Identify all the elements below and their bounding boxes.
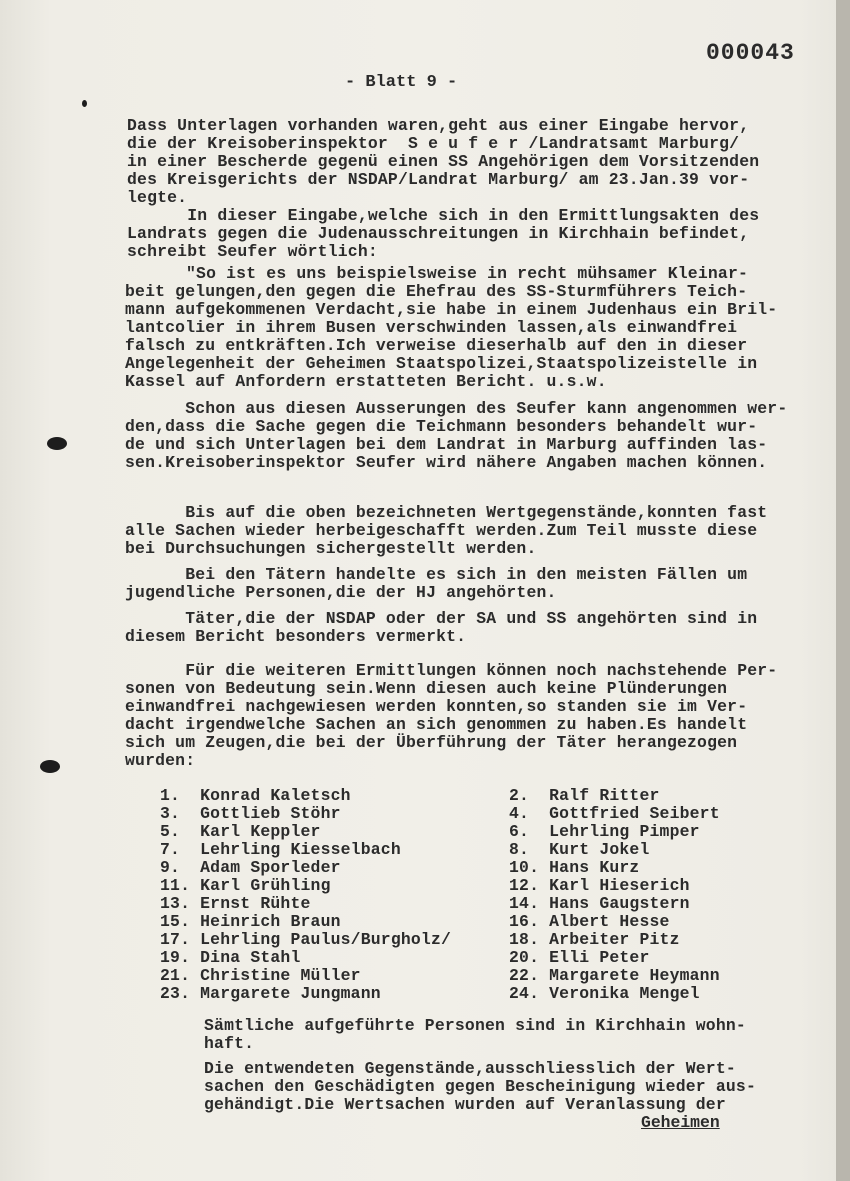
person-entry: 8. Kurt Jokel xyxy=(509,840,650,859)
document-number: 000043 xyxy=(706,40,795,66)
person-entry: 15. Heinrich Braun xyxy=(160,912,341,931)
text-line: Bei den Tätern handelte es sich in den meisten Fällen um xyxy=(125,565,748,584)
person-entry: 10. Hans Kurz xyxy=(509,858,640,877)
text-line: alle Sachen wieder herbeigeschafft werden.Zum Teil musste diese xyxy=(125,521,758,540)
text-line: dacht irgendwelche Sachen an sich genommen zu haben.Es handelt xyxy=(125,715,748,734)
text-line: einwandfrei nachgewiesen werden konnten,so standen sie im Ver- xyxy=(125,697,748,716)
person-entry: 16. Albert Hesse xyxy=(509,912,670,931)
text-line: diesem Bericht besonders vermerkt. xyxy=(125,627,467,646)
catchword-next-page: Geheimen xyxy=(641,1113,720,1132)
text-line: Schon aus diesen Ausserungen des Seufer kann angenommen wer- xyxy=(125,399,788,418)
person-entry: 5. Karl Keppler xyxy=(160,822,321,841)
text-line: Für die weiteren Ermittlungen können noch nachstehende Per- xyxy=(125,661,778,680)
text-line: de und sich Unterlagen bei dem Landrat in Marburg auffinden las- xyxy=(125,435,768,454)
person-entry: 17. Lehrling Paulus/Burgholz/ xyxy=(160,930,452,949)
page-label: - Blatt 9 - xyxy=(345,73,458,92)
text-line: bei Durchsuchungen sichergestellt werden. xyxy=(125,539,537,558)
text-line: Die entwendeten Gegenstände,ausschliesslich der Wert- xyxy=(204,1059,736,1078)
text-line: gehändigt.Die Wertsachen wurden auf Veranlassung der xyxy=(204,1095,726,1114)
punch-mark-top xyxy=(82,100,87,107)
text-line: In dieser Eingabe,welche sich in den Ermittlungsakten des xyxy=(127,206,760,225)
text-line: den,dass die Sache gegen die Teichmann besonders behandelt wur- xyxy=(125,417,758,436)
quote-line: Angelegenheit der Geheimen Staatspolizei,Staatspolizeistelle in xyxy=(125,354,758,373)
quote-line: Kassel auf Anfordern erstatteten Bericht. u.s.w. xyxy=(125,372,607,391)
text-line: jugendliche Personen,die der HJ angehörten. xyxy=(125,583,557,602)
text-line: Dass Unterlagen vorhanden waren,geht aus einer Eingabe hervor, xyxy=(127,116,750,135)
quote-line: "So ist es uns beispielsweise in recht mühsamer Kleinar- xyxy=(186,264,749,283)
person-entry: 6. Lehrling Pimper xyxy=(509,822,700,841)
quote-line: falsch zu entkräften.Ich verweise dieserhalb auf den in dieser xyxy=(125,336,748,355)
text-line: in einer Bescherde gegenü einen SS Angehörigen dem Vorsitzenden xyxy=(127,152,760,171)
text-line: Landrats gegen die Judenausschreitungen in Kirchhain befindet, xyxy=(127,224,750,243)
text-line: Bis auf die oben bezeichneten Wertgegenstände,konnten fast xyxy=(125,503,768,522)
person-entry: 12. Karl Hieserich xyxy=(509,876,690,895)
text-line: sachen den Geschädigten gegen Bescheinigung wieder aus- xyxy=(204,1077,756,1096)
punch-mark-lower xyxy=(40,760,60,773)
text-line: legte. xyxy=(127,188,188,207)
text-line: wurden: xyxy=(125,751,196,770)
text-line: schreibt Seufer wörtlich: xyxy=(127,242,378,261)
person-entry: 13. Ernst Rühte xyxy=(160,894,311,913)
text-line: des Kreisgerichts der NSDAP/Landrat Marburg/ am 23.Jan.39 vor- xyxy=(127,170,750,189)
text-line: haft. xyxy=(204,1034,255,1053)
person-entry: 7. Lehrling Kiesselbach xyxy=(160,840,401,859)
person-entry: 21. Christine Müller xyxy=(160,966,361,985)
person-entry: 1. Konrad Kaletsch xyxy=(160,786,351,805)
person-entry: 2. Ralf Ritter xyxy=(509,786,660,805)
person-entry: 19. Dina Stahl xyxy=(160,948,301,967)
quote-line: mann aufgekommenen Verdacht,sie habe in einem Judenhaus ein Bril- xyxy=(125,300,778,319)
text-line: sonen von Bedeutung sein.Wenn diesen auch keine Plünderungen xyxy=(125,679,728,698)
person-entry: 20. Elli Peter xyxy=(509,948,650,967)
person-entry: 14. Hans Gaugstern xyxy=(509,894,690,913)
text-line: sich um Zeugen,die bei der Überführung der Täter herangezogen xyxy=(125,733,738,752)
person-entry: 9. Adam Sporleder xyxy=(160,858,341,877)
punch-mark-middle xyxy=(47,437,67,450)
page-edge-shadow xyxy=(836,0,850,1181)
person-entry: 4. Gottfried Seibert xyxy=(509,804,720,823)
quote-line: beit gelungen,den gegen die Ehefrau des SS-Sturmführers Teich- xyxy=(125,282,748,301)
text-line: die der Kreisoberinspektor S e u f e r /Landratsamt Marburg/ xyxy=(127,134,740,153)
person-entry: 23. Margarete Jungmann xyxy=(160,984,381,1003)
person-entry: 22. Margarete Heymann xyxy=(509,966,720,985)
text-line: Sämtliche aufgeführte Personen sind in Kirchhain wohn- xyxy=(204,1016,746,1035)
person-entry: 18. Arbeiter Pitz xyxy=(509,930,680,949)
person-entry: 11. Karl Grühling xyxy=(160,876,331,895)
text-line: sen.Kreisoberinspektor Seufer wird nähere Angaben machen können. xyxy=(125,453,768,472)
quote-line: lantcolier in ihrem Busen verschwinden lassen,als einwandfrei xyxy=(125,318,738,337)
person-entry: 24. Veronika Mengel xyxy=(509,984,700,1003)
person-entry: 3. Gottlieb Stöhr xyxy=(160,804,341,823)
text-line: Täter,die der NSDAP oder der SA und SS angehörten sind in xyxy=(125,609,758,628)
